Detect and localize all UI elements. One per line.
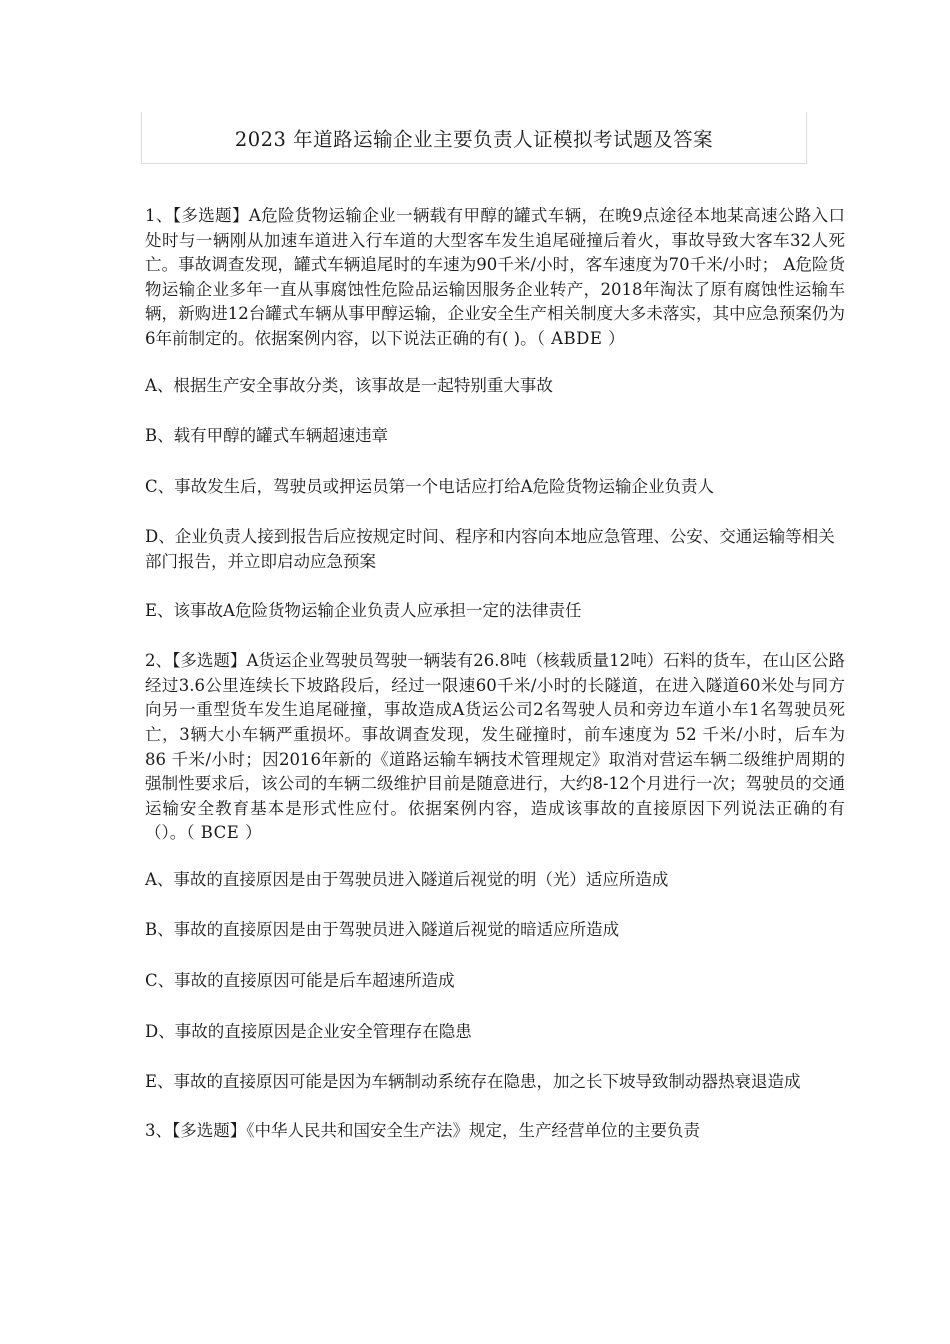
question-2-option-b: B、事故的直接原因是由于驾驶员进入隧道后视觉的暗适应所造成 (145, 920, 620, 940)
title-box (141, 112, 807, 164)
question-2-option-a: A、事故的直接原因是由于驾驶员进入隧道后视觉的明（光）适应所造成 (145, 869, 669, 889)
question-2-option-c: C、事故的直接原因可能是后车超速所造成 (145, 971, 455, 991)
question-list (145, 204, 845, 1165)
question-3 (145, 1119, 845, 1144)
question-type: 【多选题】 (172, 651, 247, 671)
question-1-option-c: C、事故发生后，驾驶员或押运员第一个电话应打给A危险货物运输企业负责人 (145, 476, 715, 496)
question-2-option-d: D、事故的直接原因是企业安全管理存在隐患 (145, 1021, 472, 1041)
question-number: 2、 (145, 651, 173, 671)
question-body: A货运企业驾驶员驾驶一辆装有26.8吨（核载质量12吨）石料的货车，在山区公路经过3.6公里连续长下坡路段后，经过一限速60千米/小时的长隧道，在进入隧道60米处与同方向另一重型货车发生追尾碰撞，事故造成A货运公司2名驾驶人员和旁边车道小车1名驾驶员死亡，3辆大小车辆严重损坏。事故调查发现，发生碰撞时，前车速度为 52 千米/小时，后车为 86 千米/小时；因2016年新的《道路运输车辆技术管理规定》取消对营运车辆二级维护周期的强制性要求后，该公司的车辆二级维护目前是随意进行，大约8-12个月进行一次；驾驶员的交通运输安全教育基本是形式性应付。依据案例内容，造成该事故的直接原因下列说法正确的有（）。 (145, 651, 846, 843)
question-1-option-d: D、企业负责人接到报告后应按规定时间、程序和内容向本地应急管理、公安、交通运输等相关部门报告，并立即启动应急预案 (145, 527, 835, 571)
question-2 (145, 649, 845, 846)
question-type: 【多选题】 (172, 206, 249, 225)
question-1-option-a: A、根据生产安全事故分类，该事故是一起特别重大事故 (145, 375, 553, 395)
question-number: 3、 (145, 1120, 172, 1140)
question-number: 1、 (145, 206, 173, 225)
question-1-option-b: B、载有甲醇的罐式车辆超速违章 (145, 426, 389, 446)
question-1 (145, 204, 845, 352)
question-2-option-e: E、事故的直接原因可能是因为车辆制动系统存在隐患，加之长下坡导致制动器热衰退造成 (145, 1072, 801, 1092)
question-body: A危险货物运输企业一辆载有甲醇的罐式车辆，在晚9点途径本地某高速公路入口处时与一辆刚从加速车道进入行车道的大型客车发生追尾碰撞后着火，事故导致大客车32人死亡。事故调查发现，罐式车辆追尾时的车速为90千米/小时，客车速度为70千米/小时； A危险货物运输企业多年一直从事腐蚀性危险品运输因服务企业转产，2018年淘汰了原有腐蚀性运输车辆，新购进12台罐式车辆从事甲醇运输，企业安全生产相关制度大多未落实，其中应急预案仍为6年前制定的。依据案例内容，以下说法正确的有( )。 (145, 206, 845, 348)
question-type: 【多选题】 (172, 1120, 247, 1140)
question-body: 《中华人民共和国安全生产法》规定，生产经营单位的主要负责 (246, 1120, 700, 1140)
question-answer: （ ABDE ） (536, 328, 626, 348)
question-answer: （ BCE ） (186, 823, 263, 843)
document-title: 2023 年道路运输企业主要负责人证模拟考试题及答案 (234, 127, 714, 151)
question-1-option-e: E、该事故A危险货物运输企业负责人应承担一定的法律责任 (145, 600, 582, 620)
